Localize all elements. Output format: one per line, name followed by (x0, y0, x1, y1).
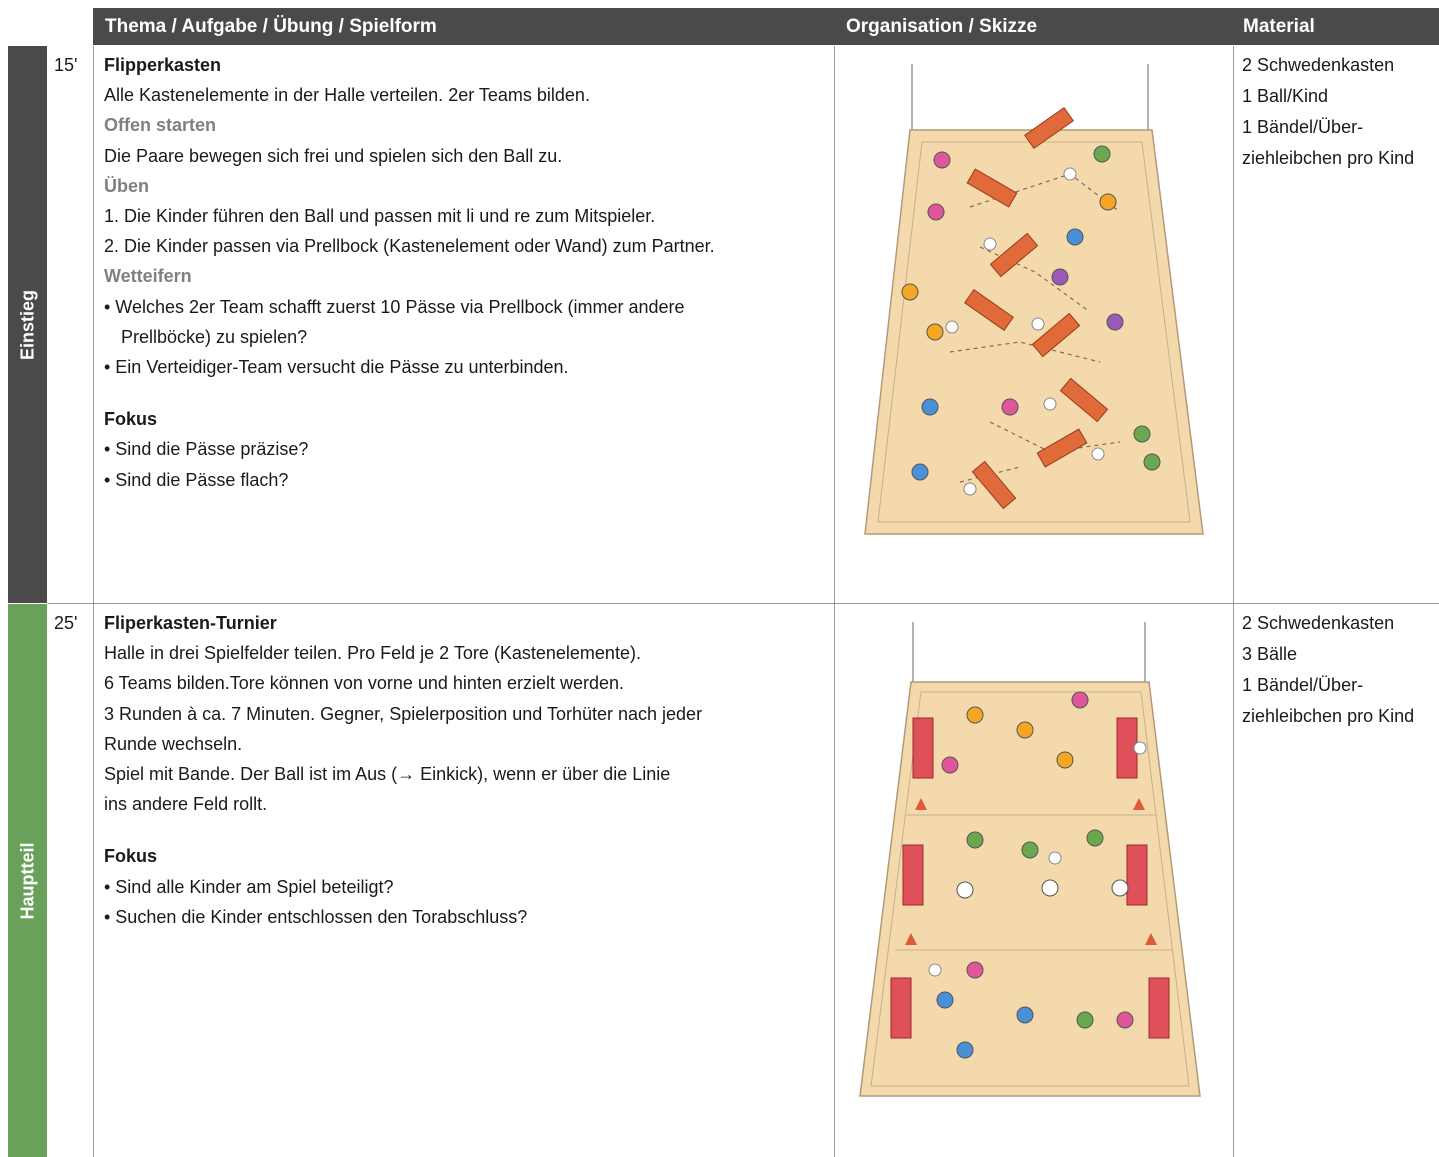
header-material: Material (1243, 16, 1315, 37)
wett-bullet: • Ein Verteidiger-Team versucht die Pässe zu unterbinden. (104, 357, 569, 378)
exercise-line: Runde wechseln. (104, 733, 243, 754)
exercise-intro: Alle Kastenelemente in der Halle verteilen. 2er Teams bilden. (104, 85, 590, 106)
fokus-item: • Suchen die Kinder entschlossen den Torabschluss? (104, 906, 528, 927)
ueben-item: 2. Die Kinder passen via Prellbock (Kastenelement oder Wand) zum Partner. (104, 236, 715, 257)
header-organisation: Organisation / Skizze (846, 16, 1038, 37)
exercise-title: Fliperkasten-Turnier (104, 613, 277, 633)
exercise-hauptteil (104, 608, 702, 932)
material-item: 2 Schwedenkasten (1242, 55, 1395, 75)
fokus-item: • Sind alle Kinder am Spiel beteiligt? (104, 876, 394, 897)
wett-bullet: • Welches 2er Team schafft zuerst 10 Pässe via Prellbock (immer andere (104, 296, 685, 317)
phase-bar-einstieg (8, 46, 47, 603)
material-einstieg (1242, 50, 1414, 174)
material-item: 1 Bändel/Über- (1242, 117, 1364, 137)
material-item: 2 Schwedenkasten (1242, 613, 1395, 633)
exercise-einstieg (104, 50, 715, 495)
exercise-line: Spiel mit Bande. Der Ball ist im Aus (→ Einkick), wenn er über die Linie (104, 764, 671, 785)
material-item: ziehleibchen pro Kind (1242, 706, 1415, 726)
table-header (93, 8, 1439, 45)
grid-line (834, 46, 835, 1157)
row-divider (48, 603, 1439, 604)
subheading-offen: Offen starten (104, 115, 217, 136)
grid-line (1233, 46, 1234, 1157)
material-hauptteil (1242, 608, 1414, 732)
time-hauptteil: 25' (54, 613, 78, 633)
phase-label-hauptteil: Hauptteil (17, 841, 37, 920)
exercise-line: 6 Teams bilden.Tore können von vorne und hinten erzielt werden. (104, 673, 624, 694)
time-einstieg: 15' (54, 55, 78, 75)
sketch-turnier (855, 620, 1210, 1105)
phase-label-einstieg: Einstieg (17, 289, 37, 360)
fokus-item: • Sind die Pässe präzise? (104, 439, 309, 460)
header-thema: Thema / Aufgabe / Übung / Spielform (105, 16, 437, 37)
exercise-line: Halle in drei Spielfelder teilen. Pro Feld je 2 Tore (Kastenelemente). (104, 643, 641, 664)
material-item: 3 Bälle (1242, 644, 1298, 664)
grid-line (93, 46, 94, 1157)
exercise-line: 3 Runden à ca. 7 Minuten. Gegner, Spielerposition und Torhüter nach jeder (104, 703, 703, 724)
fokus-heading: Fokus (104, 409, 158, 430)
material-item: 1 Bändel/Über- (1242, 675, 1364, 695)
exercise-line: ins andere Feld rollt. (104, 794, 268, 815)
sketch-flipperkasten (860, 62, 1210, 544)
material-item: 1 Ball/Kind (1242, 86, 1329, 106)
wett-bullet-cont: Prellböcke) zu spielen? (121, 326, 308, 347)
ueben-item: 1. Die Kinder führen den Ball und passen mit li und re zum Mitspieler. (104, 206, 656, 227)
subheading-ueben: Üben (104, 175, 149, 196)
subheading-wetteifern: Wetteifern (104, 266, 192, 287)
phase-bar-hauptteil (8, 604, 47, 1157)
material-item: ziehleibchen pro Kind (1242, 148, 1415, 168)
exercise-title: Flipperkasten (104, 55, 222, 75)
fokus-heading: Fokus (104, 846, 158, 867)
fokus-item: • Sind die Pässe flach? (104, 469, 289, 490)
offen-text: Die Paare bewegen sich frei und spielen sich den Ball zu. (104, 145, 563, 166)
